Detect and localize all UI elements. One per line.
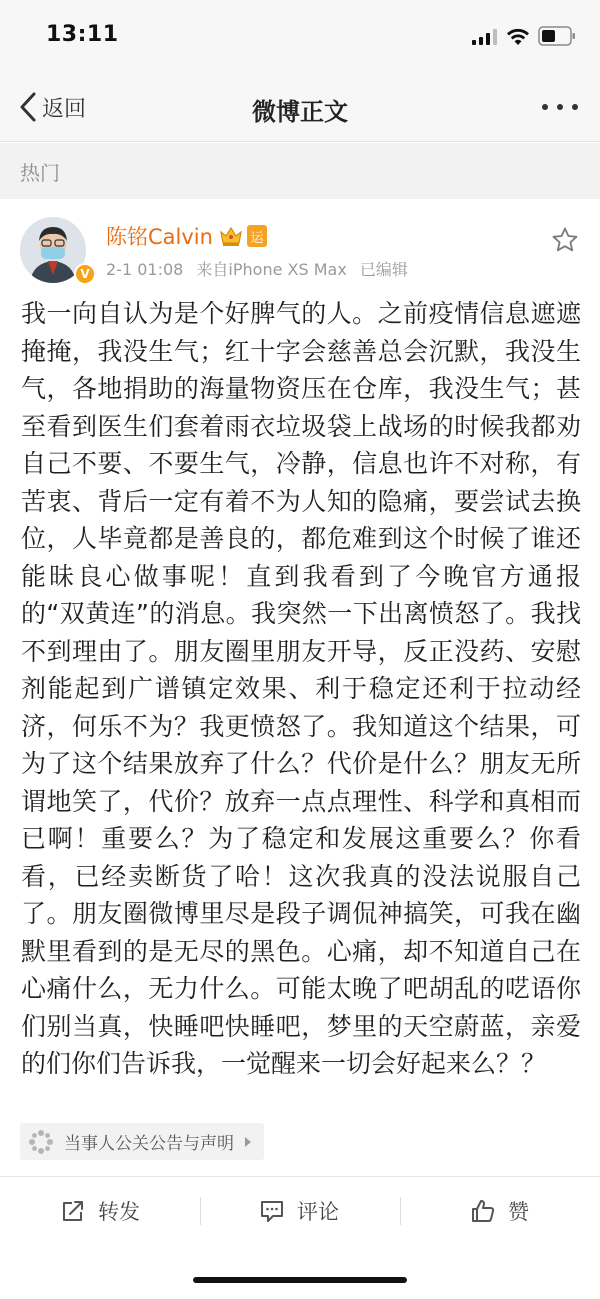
post-body: 我一向自认为是个好脾气的人。之前疫情信息遮遮掩掩，我没生气；红十字会慈善总会沉默，我没生气，各地捐助的海量物资压在仓库，我没生气；甚至看到医生们套着雨衣垃圾袋上战场的时候我都劝自己不要、不要生气，冷静，信息也许不对称，有苦衷、背后一定有着不为人知的隐痛，要尝试去换位，人毕竟都是善良的，都危难到这个时候了谁还能昧良心做事呢！直到我看到了今晚官方通报的“双黄连”的消息。我突然一下出离愤怒了。我找不到理由了。朋友圈里朋友开导，反正没药、安慰剂能起到广谱镇定效果、利于稳定还利于拉动经济，何乐不为？我更愤怒了。我知道这个结果，可为了这个结果放弃了什么？代价是什么？朋友无所谓地笑了，代价？放弃一点点理性、科学和真相而已啊！重要么？为了稳定和发展这重要么？你看看，已经卖断货了哈！这次我真的没法说服自己了。朋友圈微博里尽是段子调侃神搞笑，可我在幽默里看到的是无尽的黑色。心痛，却不知道自己在心痛什么，无力什么。可能太晚了吧胡乱的呓语你们别当真，快睡吧快睡吧，梦里的天空蔚蓝，亲爱的们你们告诉我，一觉醒来一切会好起来么？？ xyxy=(21,299,581,1078)
like-button[interactable] xyxy=(470,1177,529,1245)
post-card xyxy=(0,199,600,1175)
member-badge: 运 xyxy=(247,225,267,247)
author-name[interactable]: 陈铭Calvin xyxy=(106,225,213,249)
star-icon[interactable] xyxy=(551,226,579,254)
post-source: 来自iPhone XS Max xyxy=(196,260,347,279)
like-icon xyxy=(470,1198,496,1224)
divider xyxy=(200,1197,201,1225)
comment-label: 评论 xyxy=(297,1200,339,1224)
topic-label: 当事人公关公告与声明 xyxy=(64,1134,234,1154)
repost-icon xyxy=(60,1198,86,1224)
repost-label: 转发 xyxy=(98,1200,140,1224)
home-indicator[interactable] xyxy=(193,1277,407,1283)
back-label: 返回 xyxy=(42,96,87,122)
more-dots-icon[interactable] xyxy=(540,97,580,117)
crown-icon xyxy=(219,225,243,247)
post-meta xyxy=(106,257,416,280)
comment-icon xyxy=(259,1198,285,1224)
section-header xyxy=(0,143,600,199)
action-bar xyxy=(0,1176,600,1244)
signal-icon xyxy=(472,29,498,45)
verified-badge: V xyxy=(74,263,96,285)
section-label: 热门 xyxy=(20,161,60,185)
comment-button[interactable] xyxy=(259,1177,339,1245)
status-time: 13:11 xyxy=(46,22,119,47)
author-row xyxy=(106,221,267,251)
repost-button[interactable] xyxy=(60,1177,140,1245)
page-title: 微博正文 xyxy=(252,98,348,126)
topic-icon xyxy=(28,1129,54,1155)
chevron-right-icon xyxy=(244,1137,252,1147)
status-bar xyxy=(0,0,600,72)
like-label: 赞 xyxy=(508,1200,529,1224)
battery-icon xyxy=(538,26,576,46)
wifi-icon xyxy=(506,26,530,46)
edited-label: 已编辑 xyxy=(359,260,408,279)
nav-bar xyxy=(0,72,600,142)
post-time: 2-1 01:08 xyxy=(106,260,184,279)
divider xyxy=(400,1197,401,1225)
topic-chip[interactable] xyxy=(20,1123,264,1160)
